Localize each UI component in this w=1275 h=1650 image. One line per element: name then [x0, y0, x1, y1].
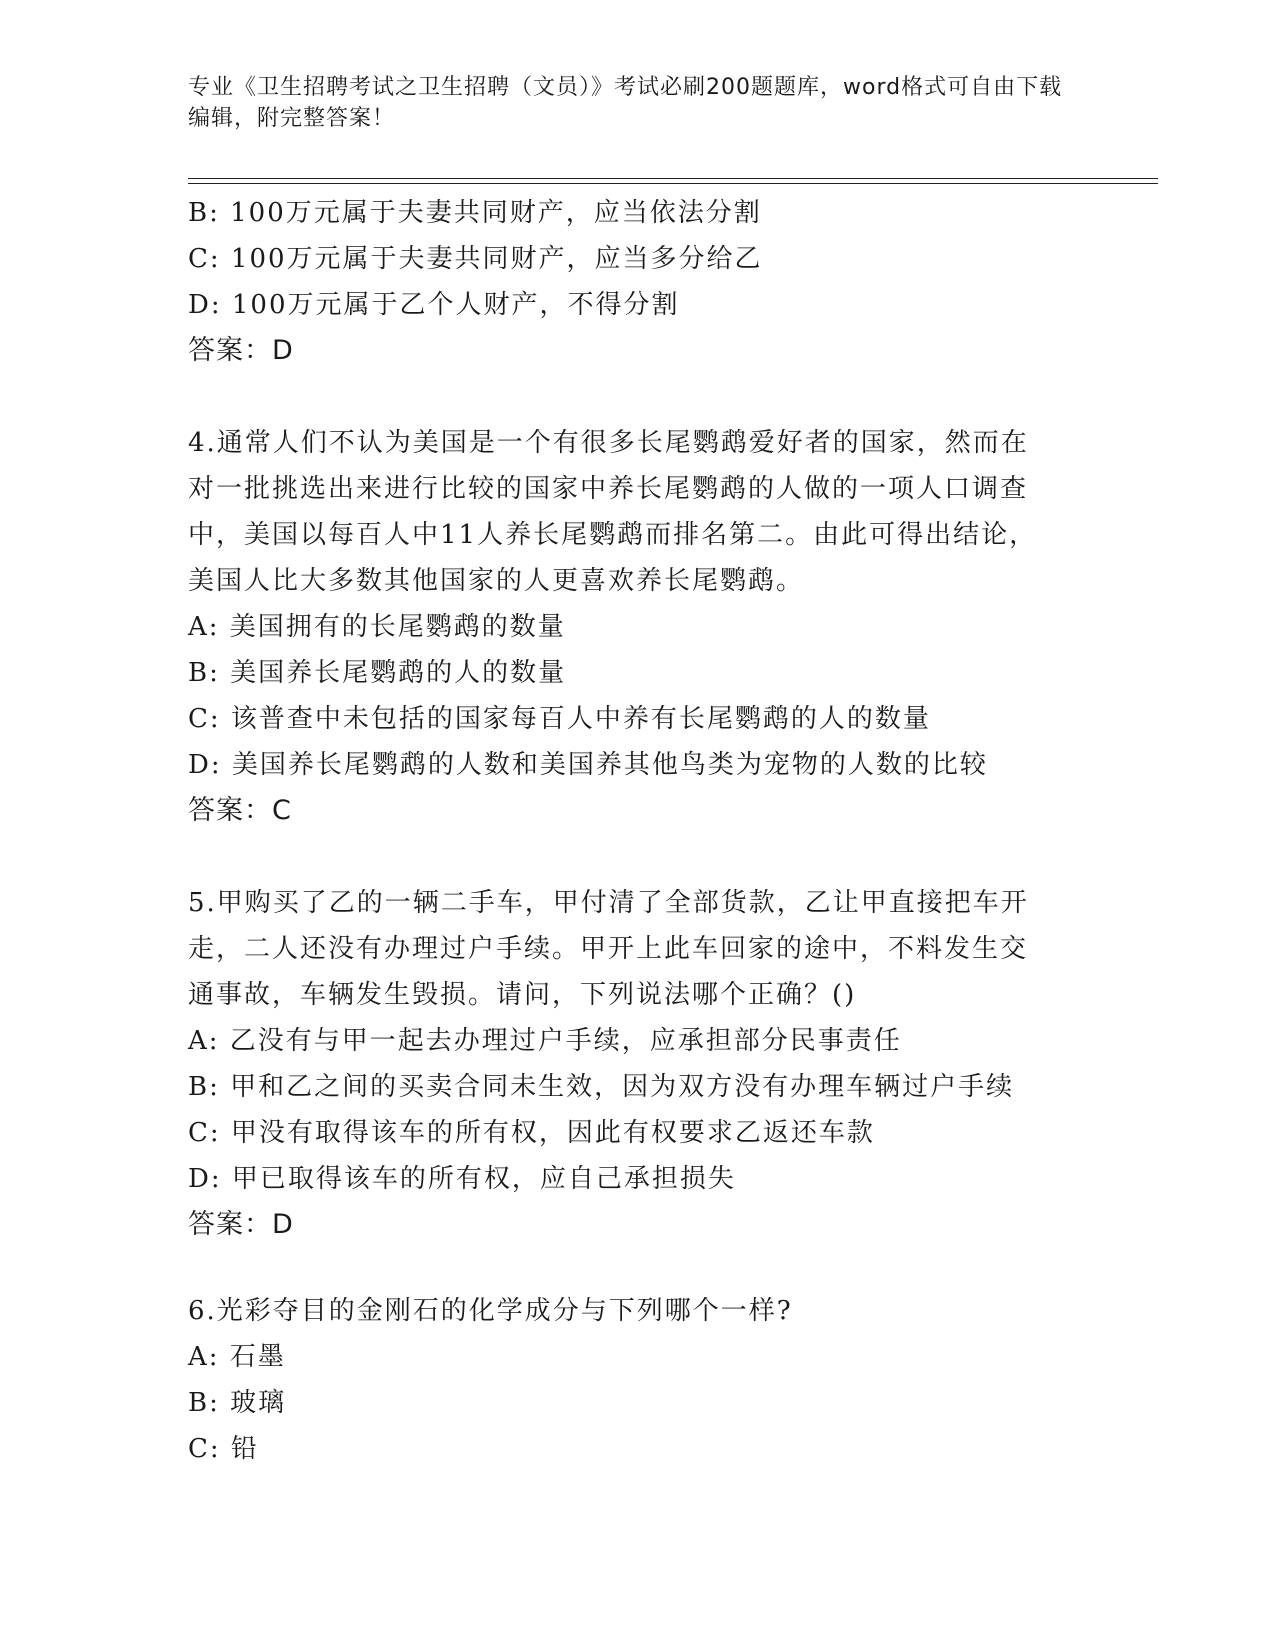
spacer: [188, 374, 1068, 420]
header-rule-top: [188, 178, 1158, 179]
question-3-continued: [188, 190, 1068, 374]
question-stem-line: 对一批挑选出来进行比较的国家中养长尾鹦鹉的人做的一项人口调查: [188, 474, 1029, 504]
option-line: C: 甲没有取得该车的所有权，因此有权要求乙返还车款: [188, 1118, 875, 1148]
document-header: [188, 72, 1068, 134]
question-6: [188, 1288, 1068, 1472]
option-line: A: 乙没有与甲一起去办理过户手续，应承担部分民事责任: [188, 1026, 902, 1056]
option-line: B: 100万元属于夫妻共同财产，应当依法分割: [188, 198, 762, 228]
option-line: A: 石墨: [188, 1342, 286, 1372]
question-stem-line: 4.通常人们不认为美国是一个有很多长尾鹦鹉爱好者的国家，然而在: [188, 428, 1029, 458]
question-stem-line: 通事故，车辆发生毁损。请问，下列说法哪个正确？(): [188, 980, 857, 1010]
spacer: [188, 834, 1068, 880]
option-line: D: 100万元属于乙个人财产，不得分割: [188, 290, 680, 320]
option-line: B: 玻璃: [188, 1388, 287, 1418]
spacer: [188, 1248, 1068, 1288]
question-stem-line: 美国人比大多数其他国家的人更喜欢养长尾鹦鹉。: [188, 566, 805, 596]
question-stem-line: 5.甲购买了乙的一辆二手车，甲付清了全部货款，乙让甲直接把车开: [188, 888, 1029, 918]
option-line: B: 甲和乙之间的买卖合同未生效，因为双方没有办理车辆过户手续: [188, 1072, 1015, 1102]
header-rule-bottom: [188, 183, 1158, 184]
option-line: C: 铅: [188, 1434, 259, 1464]
option-line: A: 美国拥有的长尾鹦鹉的数量: [188, 612, 566, 642]
answer-line: 答案：C: [188, 795, 292, 826]
question-content: [188, 190, 1068, 1472]
option-line: C: 该普查中未包括的国家每百人中养有长尾鹦鹉的人的数量: [188, 704, 931, 734]
question-5: [188, 880, 1068, 1248]
option-line: D: 甲已取得该车的所有权，应自己承担损失: [188, 1164, 736, 1194]
header-title: 专业《卫生招聘考试之卫生招聘（文员）》考试必刷200题题库，word格式可自由下载编辑，附完整答案！: [188, 75, 1063, 131]
option-line: B: 美国养长尾鹦鹉的人的数量: [188, 658, 567, 688]
question-4: [188, 420, 1068, 834]
answer-line: 答案：D: [188, 335, 294, 366]
question-stem-line: 中，美国以每百人中11人养长尾鹦鹉而排名第二。由此可得出结论，: [188, 520, 1038, 550]
option-line: D: 美国养长尾鹦鹉的人数和美国养其他鸟类为宠物的人数的比较: [188, 750, 988, 780]
question-stem-line: 6.光彩夺目的金刚石的化学成分与下列哪个一样?: [188, 1296, 793, 1326]
answer-line: 答案：D: [188, 1209, 294, 1240]
question-stem-line: 走，二人还没有办理过户手续。甲开上此车回家的途中，不料发生交: [188, 934, 1029, 964]
option-line: C: 100万元属于夫妻共同财产，应当多分给乙: [188, 244, 763, 274]
